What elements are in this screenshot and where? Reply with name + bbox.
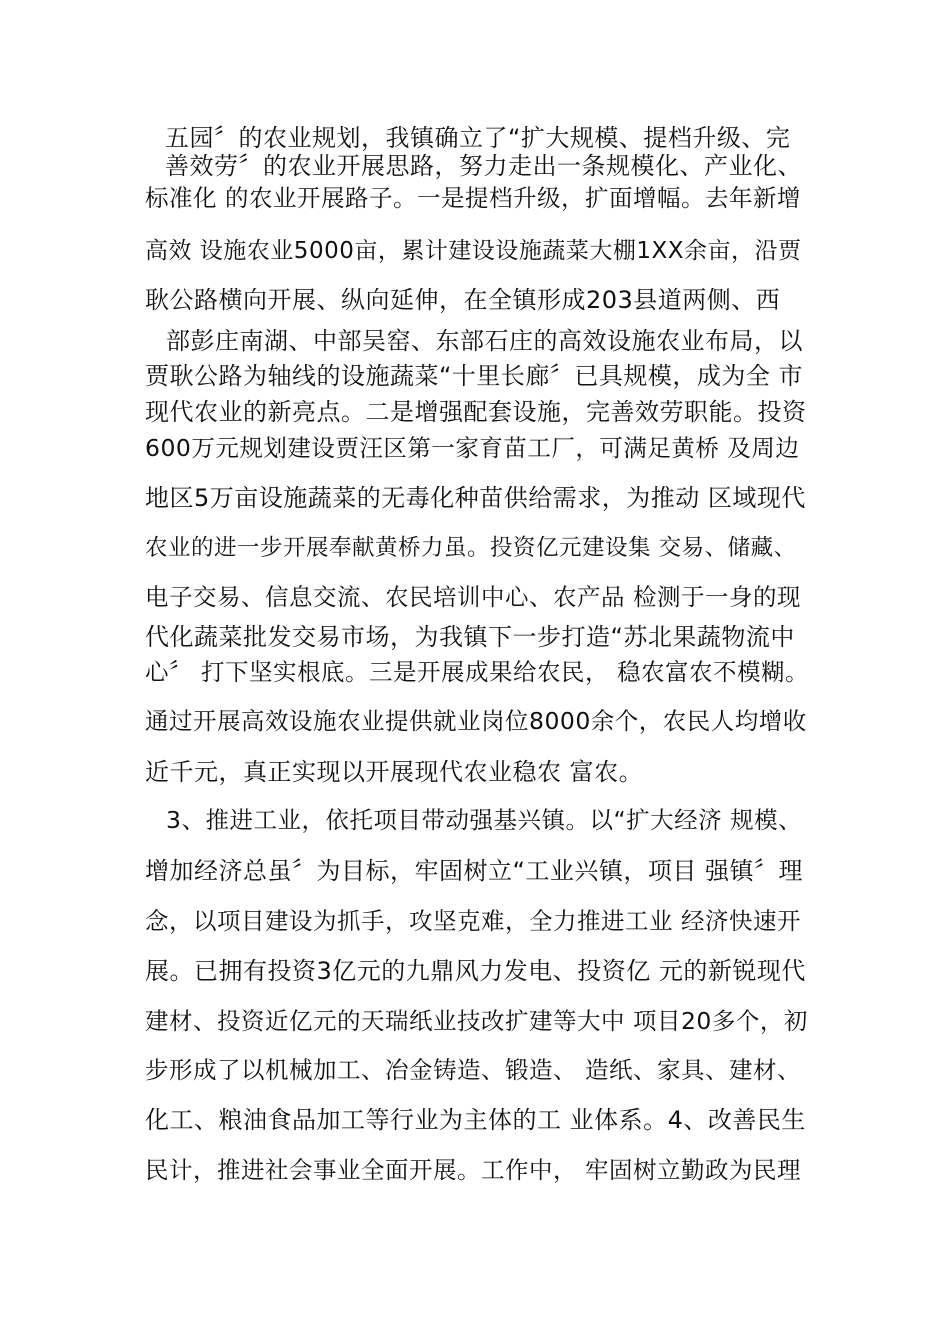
text-line: 贾耿公路为轴线的设施蔬菜“十里长廊〞已具规模，成为全 市	[145, 362, 804, 390]
text-line: 增加经济总虽〞为目标，牢固树立“工业兴镇，项目 强镇〞理	[145, 857, 804, 885]
text-line: 农业的进一步开展奉献黄桥力虽。投资亿元建设集 交易、储藏、	[145, 535, 797, 561]
text-line: 标准化 的农业开展路子。一是提档升级，扩面增幅。去年新增	[145, 184, 801, 212]
text-line: 展。已拥有投资3亿元的九鼎风力发电、投资亿 元的新锐现代	[145, 957, 806, 985]
text-line: 600万元规划建设贾汪区第一家育苗工厂，可满足黄桥 及周边	[145, 434, 800, 462]
text-line: 3、推进工业，依托项目带动强基兴镇。以“扩大经济 规模、	[166, 806, 803, 834]
text-line: 五园〞的农业规划，我镇确立了“扩大规模、提档升级、完	[165, 124, 791, 152]
text-line: 善效劳〞的农业开展思路，努力走出一条规模化、产业化、	[165, 152, 802, 180]
text-line: 心〞 打下坚实根底。三是开展成果给农民， 稳农富农不模糊。	[145, 658, 809, 686]
text-line: 地区5万亩设施蔬菜的无毒化种苗供给需求，为推动 区域现代	[145, 484, 806, 512]
text-line: 部彭庄南湖、中部吴窑、东部石庄的高效设施农业布局，以	[166, 327, 803, 355]
text-line: 步形成了以机械加工、冶金铸造、锻造、 造纸、家具、建材、	[145, 1056, 801, 1084]
text-line: 建材、投资近亿元的天瑞纸业技改扩建等大中 项目20多个，初	[145, 1007, 808, 1035]
text-line: 代化蔬菜批发交易市场，为我镇下一步打造“苏北果蔬物流中	[145, 623, 795, 651]
text-line: 近千元，真正实现以开展现代农业稳农 富农。	[145, 758, 644, 786]
text-line: 通过开展高效设施农业提供就业岗位8000余个，农民人均增收	[145, 707, 807, 735]
text-line: 电子交易、信息交流、农民培训中心、农产品 检测于一身的现	[145, 583, 801, 611]
text-line: 念，以项目建设为抓手，攻坚克难，全力推进工业 经济快速开	[145, 907, 801, 935]
text-line: 化工、粮油食品加工等行业为主体的工 业体系。4、改善民生	[145, 1106, 806, 1134]
text-line: 民计，推进社会事业全面开展。工作中， 牢固树立勤政为民理	[145, 1156, 801, 1184]
text-line: 现代农业的新亮点。二是增强配套设施，完善效劳职能。投资	[145, 398, 807, 426]
text-line: 高效 设施农业5000亩，累计建设设施蔬菜大棚1XX余亩，沿贾	[145, 238, 802, 264]
text-line: 耿公路横向开展、纵向延伸，在全镇形成203县道两侧、西	[145, 286, 781, 314]
